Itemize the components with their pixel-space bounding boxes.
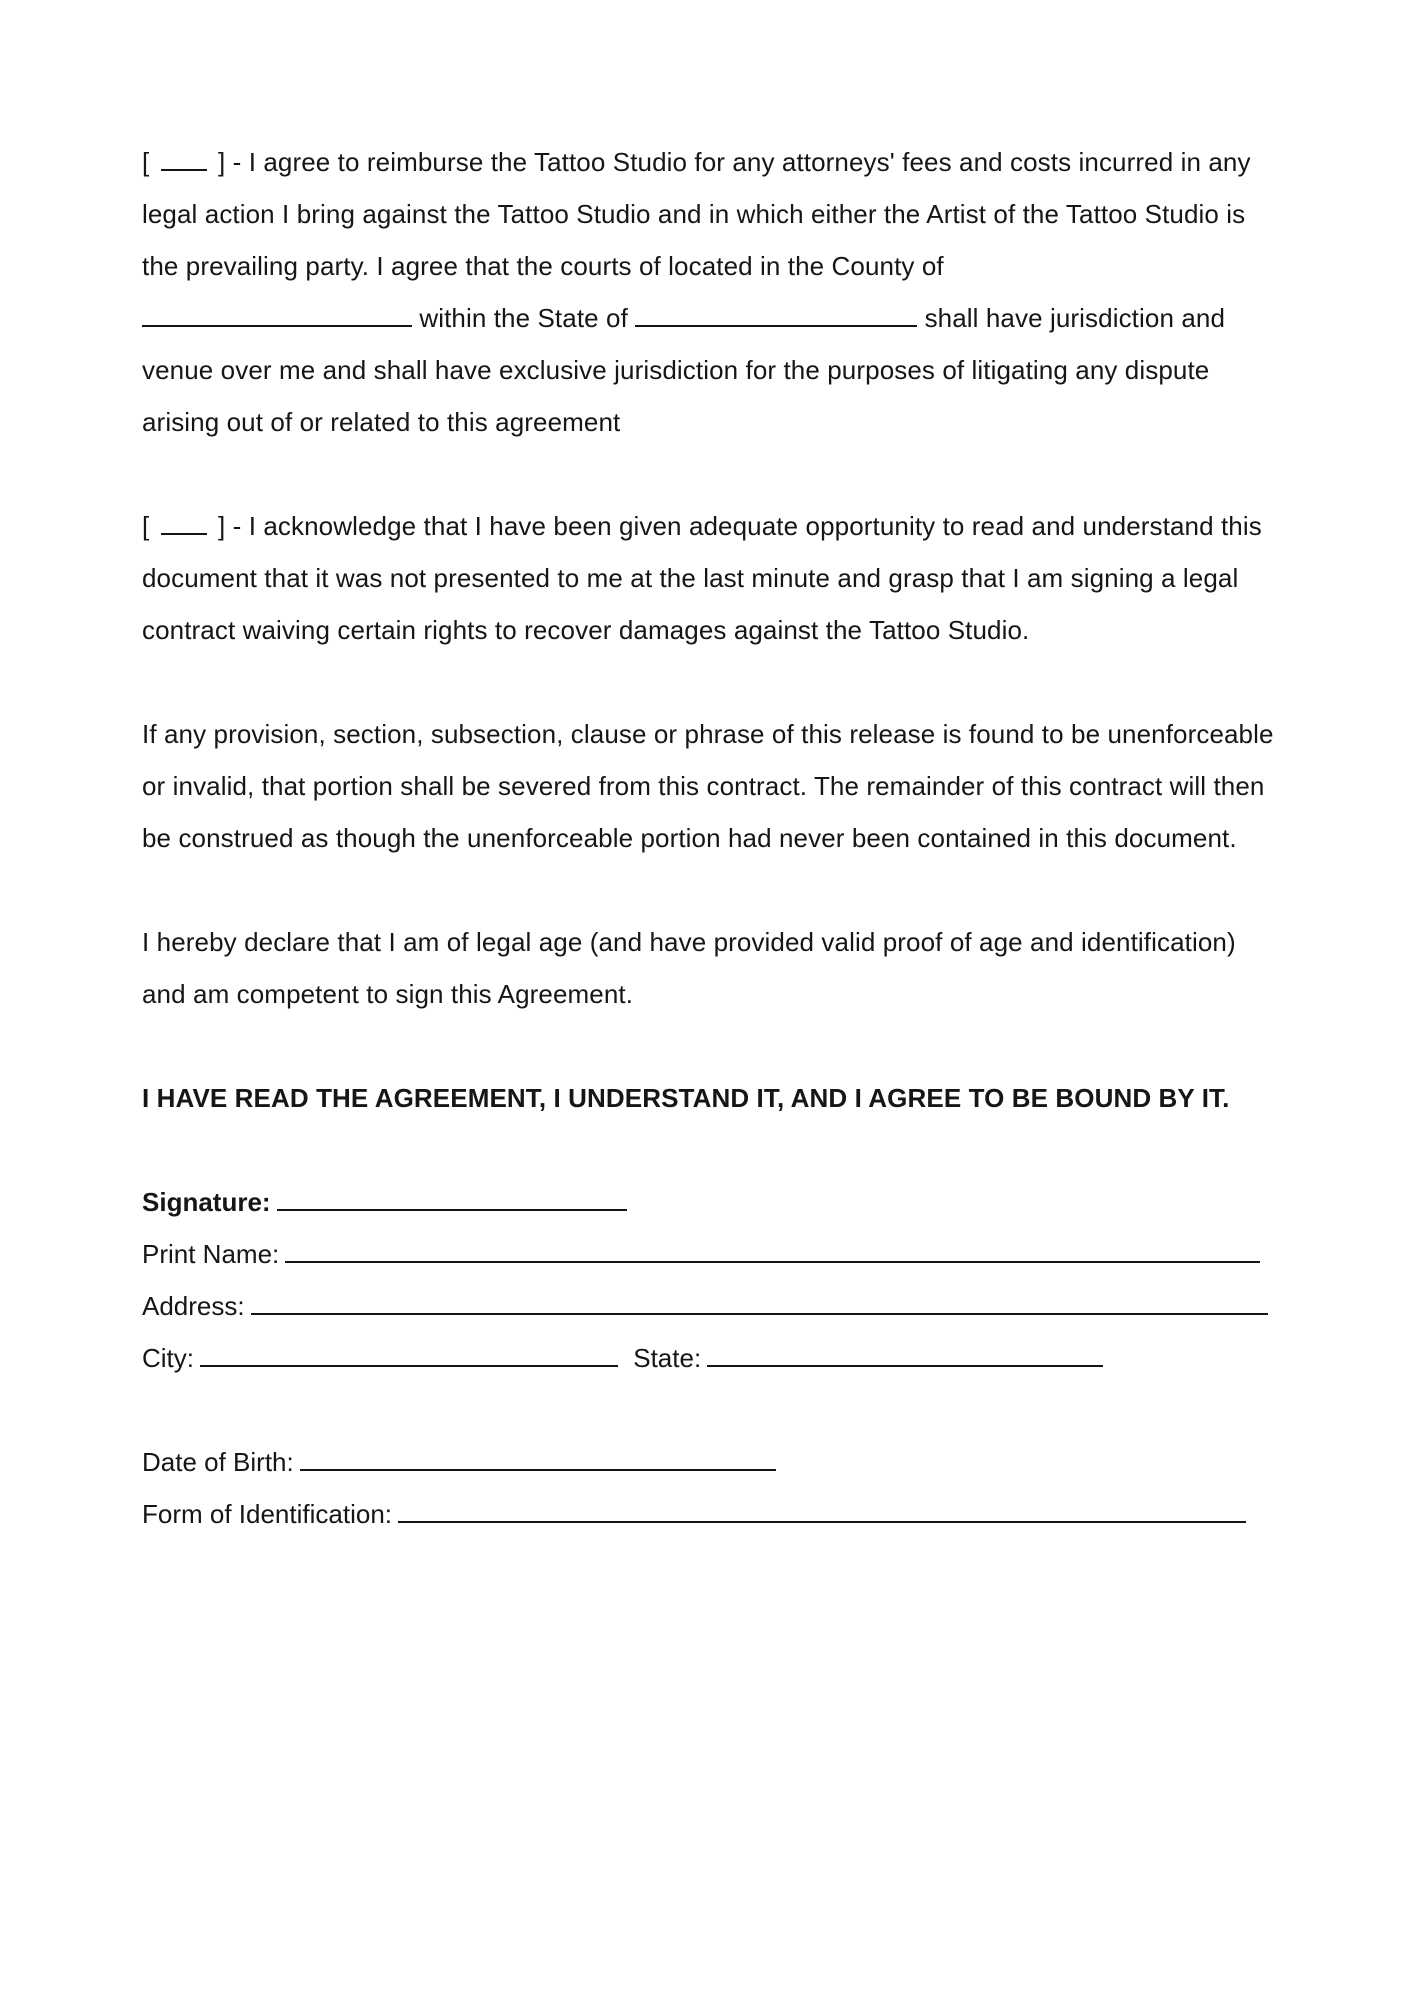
date-of-birth-line[interactable] bbox=[300, 1447, 776, 1471]
attorneys-fees-text: ] - I agree to reimburse the Tattoo Studio for any attorneys' fees and costs incurred in any legal action I bring against the Tattoo Studio and in which either the Artist of the Tattoo Studio is the prevailing party. I agree that the courts of located in the County of bbox=[142, 147, 1251, 281]
jurisdiction-text: shall have jurisdiction and venue over me and shall have exclusive jurisdiction for the purposes of litigating any dispute arising out of or related to this agreement bbox=[142, 303, 1226, 437]
print-name-row bbox=[142, 1228, 1282, 1280]
address-label: Address: bbox=[142, 1291, 245, 1321]
checkbox-open-bracket: [ bbox=[142, 511, 150, 541]
print-name-line[interactable] bbox=[285, 1239, 1260, 1263]
city-state-row bbox=[142, 1332, 1282, 1384]
signature-fields bbox=[142, 1176, 1282, 1540]
city-label: City: bbox=[142, 1343, 194, 1373]
signature-line[interactable] bbox=[277, 1187, 627, 1211]
acknowledgement-text: ] - I acknowledge that I have been given adequate opportunity to read and understand this document that it was not presented to me at the last minute and grasp that I am signing a legal contract waiving certain rights to recover damages against the Tattoo Studio. bbox=[142, 511, 1262, 645]
attorneys-fees-clause bbox=[142, 136, 1282, 448]
form-of-identification-line[interactable] bbox=[398, 1499, 1246, 1523]
severability-clause: If any provision, section, subsection, clause or phrase of this release is found to be unenforceable or invalid, that portion shall be severed from this contract. The remainder of this contract will then be construed as though the unenforceable portion had never been contained in this document. bbox=[142, 719, 1274, 853]
checkbox-open-bracket: [ bbox=[142, 147, 150, 177]
state-blank[interactable] bbox=[635, 303, 917, 327]
initial-blank-acknowledgement[interactable] bbox=[161, 511, 207, 535]
address-row bbox=[142, 1280, 1282, 1332]
spacer bbox=[142, 656, 1282, 708]
signature-row bbox=[142, 1176, 1282, 1228]
spacer bbox=[142, 864, 1282, 916]
acknowledgement-clause bbox=[142, 500, 1282, 656]
spacer bbox=[142, 1020, 1282, 1072]
date-of-birth-label: Date of Birth: bbox=[142, 1447, 294, 1477]
document-body bbox=[142, 136, 1282, 1540]
spacer bbox=[142, 448, 1282, 500]
initial-blank-attorneys-fees[interactable] bbox=[161, 147, 207, 171]
city-line[interactable] bbox=[200, 1343, 618, 1367]
signature-label: Signature: bbox=[142, 1187, 271, 1217]
state-label: State: bbox=[633, 1343, 702, 1373]
print-name-label: Print Name: bbox=[142, 1239, 280, 1269]
state-line[interactable] bbox=[707, 1343, 1103, 1367]
agreement-heading: I HAVE READ THE AGREEMENT, I UNDERSTAND IT, AND I AGREE TO BE BOUND BY IT. bbox=[142, 1083, 1230, 1113]
form-of-identification-label: Form of Identification: bbox=[142, 1499, 392, 1529]
date-of-birth-row bbox=[142, 1436, 1282, 1488]
spacer bbox=[142, 1384, 1282, 1436]
address-line[interactable] bbox=[251, 1291, 1268, 1315]
within-state-text: within the State of bbox=[419, 303, 628, 333]
legal-age-declaration: I hereby declare that I am of legal age (and have provided valid proof of age and identification) and am competent to sign this Agreement. bbox=[142, 927, 1236, 1009]
form-of-identification-row bbox=[142, 1488, 1282, 1540]
county-blank[interactable] bbox=[142, 303, 412, 327]
